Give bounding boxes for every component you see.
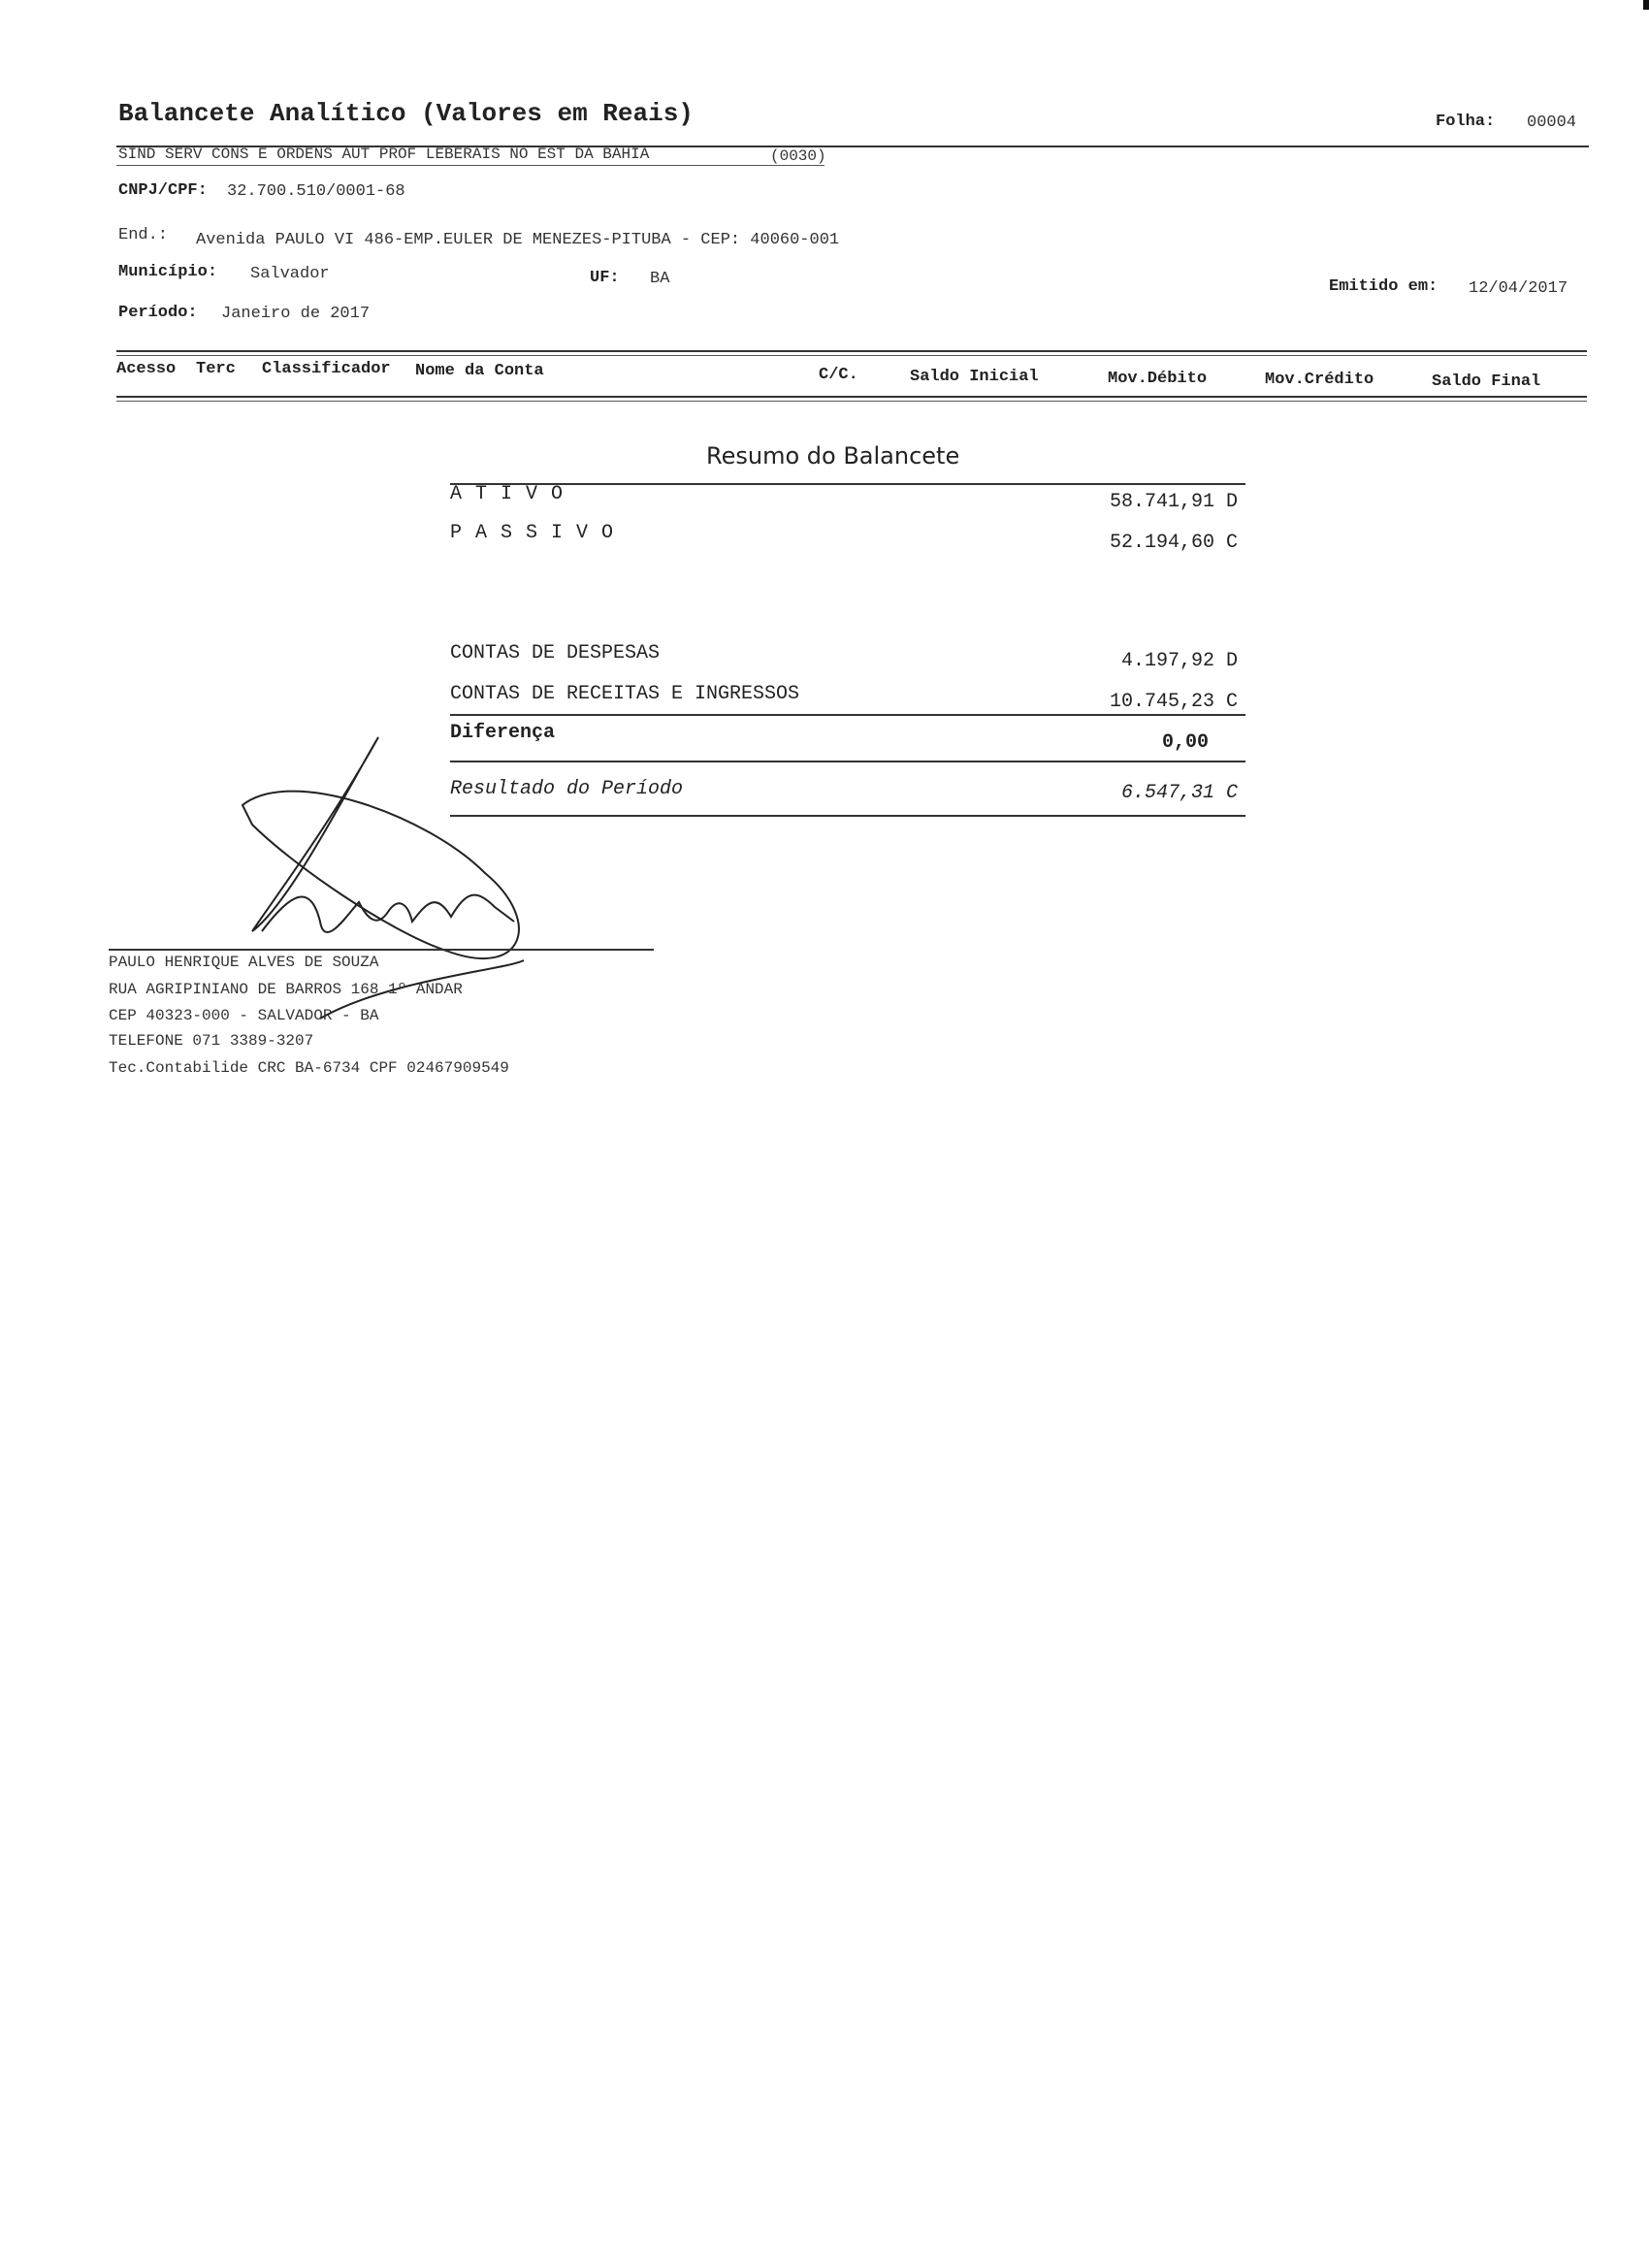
col-nome-conta: Nome da Conta [415,362,544,380]
column-header-top-rule-2 [116,355,1587,356]
periodo-value: Janeiro de 2017 [221,305,371,323]
despesas-label: CONTAS DE DESPESAS [450,642,661,664]
ativo-value: 58.741,91 D [1109,491,1238,513]
receitas-label: CONTAS DE RECEITAS E INGRESSOS [450,683,800,705]
signatory-name: PAULO HENRIQUE ALVES DE SOUZA [109,954,379,971]
passivo-value: 52.194,60 C [1109,532,1238,554]
column-header-bottom-rule-2 [116,401,1587,402]
col-cc: C/C. [819,366,858,384]
signatory-registration: Tec.Contabilide CRC BA-6734 CPF 02467909549 [109,1059,509,1077]
entity-underline [116,165,824,166]
municipio-label: Município: [118,263,218,281]
diferenca-value: 0,00 [1161,731,1209,754]
emitido-label: Emitido em: [1329,277,1439,296]
page-title: Balancete Analítico (Valores em Reais) [118,99,694,128]
cnpj-label: CNPJ/CPF: [118,181,208,200]
resultado-rule [450,815,1245,817]
municipio-value: Salvador [250,265,330,283]
receitas-rule [450,714,1245,716]
diferenca-label: Diferença [450,722,556,744]
signature-graphic [233,728,563,1048]
col-saldo-inicial: Saldo Inicial [910,368,1039,386]
signatory-address: RUA AGRIPINIANO DE BARROS 168 1º ANDAR [109,981,463,998]
entity-name: SIND SERV CONS E ORDENS AUT PROF LEBERAIS NO EST DA BAHIA [118,146,650,163]
address-label: End.: [118,226,169,244]
ativo-label: ATIVO [450,483,577,505]
scan-edge-mark [1643,0,1649,10]
col-terc: Terc [196,360,236,378]
signature-line [109,949,654,951]
uf-value: BA [650,270,670,288]
resultado-value: 6.547,31 C [1120,782,1238,804]
signatory-phone: TELEFONE 071 3389-3207 [109,1032,314,1050]
folha-label: Folha: [1436,113,1496,131]
column-header-bottom-rule [116,396,1587,398]
despesas-value: 4.197,92 D [1120,650,1238,672]
entity-code: (0030) [770,147,826,165]
periodo-label: Período: [118,304,198,322]
passivo-label: PASSIVO [450,522,628,544]
signature-scribble [262,895,514,932]
address-value: Avenida PAULO VI 486-EMP.EULER DE MENEZES-PITUBA - CEP: 40060-001 [196,231,840,249]
folha-value: 00004 [1527,113,1577,132]
col-acesso: Acesso [116,360,177,378]
summary-title: Resumo do Balancete [706,442,960,470]
column-header-top-rule [116,350,1587,352]
uf-label: UF: [590,269,620,287]
emitido-value: 12/04/2017 [1469,279,1568,298]
resultado-label: Resultado do Período [450,778,684,800]
diferenca-rule [450,761,1245,762]
signatory-cep: CEP 40323-000 - SALVADOR - BA [109,1007,379,1024]
receitas-value: 10.745,23 C [1109,691,1238,713]
col-mov-credito: Mov.Crédito [1265,371,1374,389]
col-classificador: Classificador [262,360,391,378]
cnpj-value: 32.700.510/0001-68 [227,182,405,201]
col-saldo-final: Saldo Final [1432,373,1541,391]
signature-oval [242,792,519,958]
col-mov-debito: Mov.Débito [1108,370,1208,388]
